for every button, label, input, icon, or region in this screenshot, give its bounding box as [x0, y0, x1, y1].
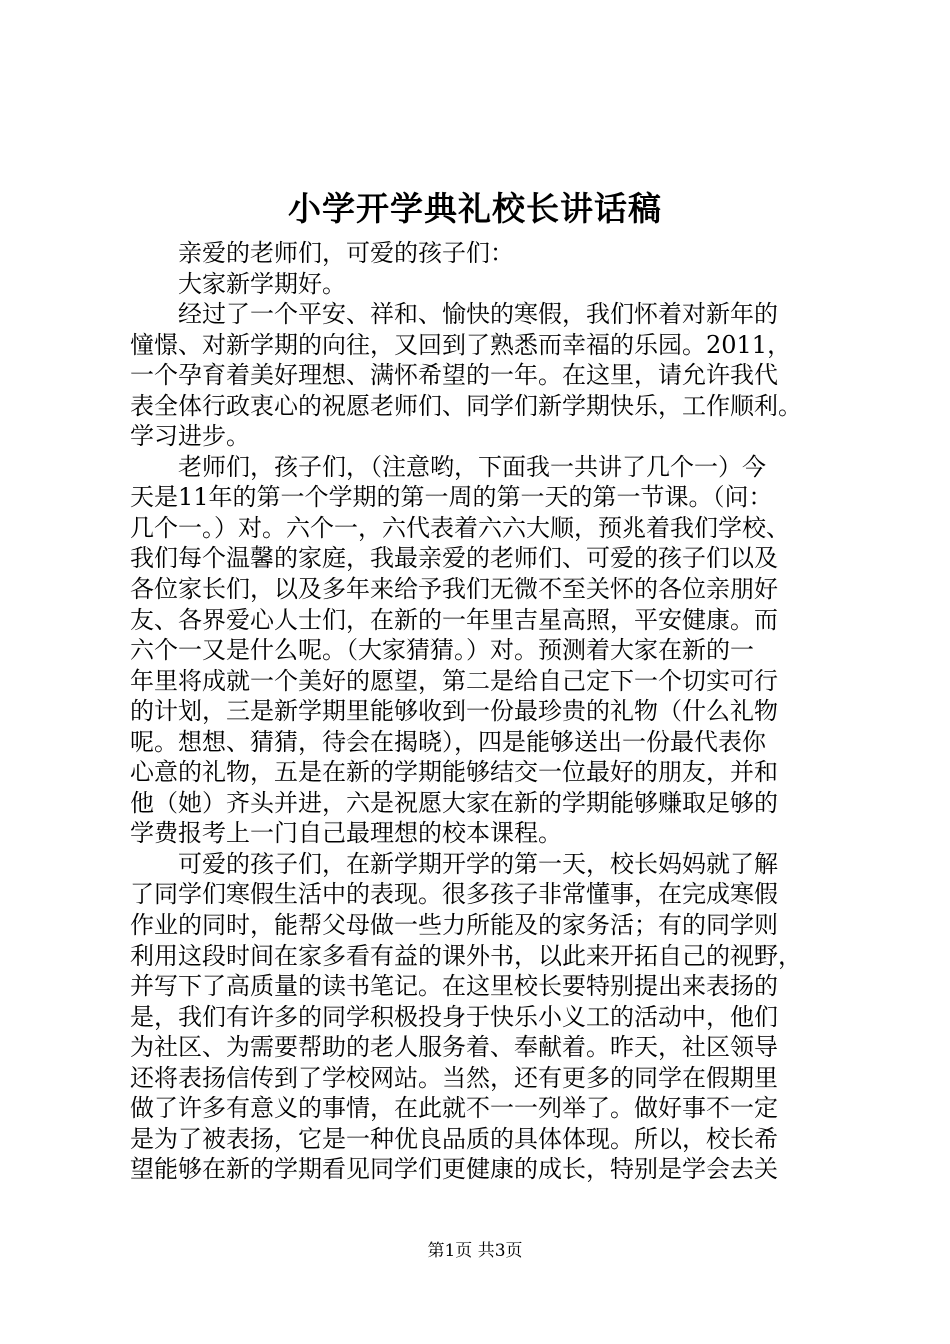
text-line: 并写下了高质量的读书笔记。在这里校长要特别提出来表扬的	[130, 972, 778, 1001]
document-body	[130, 238, 830, 1185]
text-line: 几个一。）对。六个一，六代表着六六大顺，预兆着我们学校、	[130, 513, 790, 542]
text-line: 了同学们寒假生活中的表现。很多孩子非常懂事，在完成寒假	[130, 880, 778, 909]
text-line: 我们每个温馨的家庭，我最亲爱的老师们、可爱的孩子们以及	[130, 544, 778, 573]
text-line: 一个孕育着美好理想、满怀希望的一年。在这里，请允许我代	[130, 361, 778, 390]
text-line: 的计划，三是新学期里能够收到一份最珍贵的礼物（什么礼物	[130, 697, 778, 726]
text-line: 是为了被表扬，它是一种优良品质的具体体现。所以，校长希	[130, 1124, 778, 1153]
text-line: 望能够在新的学期看见同学们更健康的成长，特别是学会去关	[130, 1155, 778, 1184]
text-line: 为社区、为需要帮助的老人服务着、奉献着。昨天，社区领导	[130, 1033, 778, 1062]
text-line: 做了许多有意义的事情，在此就不一一列举了。做好事不一定	[130, 1094, 778, 1123]
text-line: 是，我们有许多的同学积极投身于快乐小义工的活动中，他们	[130, 1002, 778, 1031]
text-line: 作业的同时，能帮父母做一些力所能及的家务活；有的同学则	[130, 911, 778, 940]
text-line: 经过了一个平安、祥和、愉快的寒假，我们怀着对新年的	[178, 300, 778, 329]
text-line: 利用这段时间在家多看有益的课外书，以此来开拓自己的视野，	[130, 941, 802, 970]
text-line: 呢。想想、猜猜，待会在揭晓），四是能够送出一份最代表你	[130, 727, 766, 756]
text-line: 年里将成就一个美好的愿望，第二是给自己定下一个切实可行	[130, 666, 778, 695]
text-line: 心意的礼物，五是在新的学期能够结交一位最好的朋友，并和	[130, 758, 778, 787]
text-line: 还将表扬信传到了学校网站。当然，还有更多的同学在假期里	[130, 1063, 778, 1092]
text-line: 大家新学期好。	[178, 269, 346, 298]
text-line: 各位家长们，以及多年来给予我们无微不至关怀的各位亲朋好	[130, 575, 778, 604]
text-line: 学费报考上一门自己最理想的校本课程。	[130, 819, 562, 848]
text-line: 老师们，孩子们，（注意哟，下面我一共讲了几个一）今	[178, 452, 766, 481]
text-line: 学习进步。	[130, 422, 250, 451]
text-line: 友、各界爱心人士们，在新的一年里吉星高照，平安健康。而	[130, 605, 778, 634]
text-line: 天是11年的第一个学期的第一周的第一天的第一节课。（问：	[130, 483, 773, 512]
text-line: 他（她）齐头并进，六是祝愿大家在新的学期能够赚取足够的	[130, 788, 778, 817]
text-line: 亲爱的老师们，可爱的孩子们：	[178, 239, 514, 267]
page-footer: 第1页 共3页	[427, 1241, 523, 1261]
text-line: 可爱的孩子们，在新学期开学的第一天，校长妈妈就了解	[178, 849, 778, 878]
text-line: 憧憬、对新学期的向往，又回到了熟悉而幸福的乐园。2011，	[130, 330, 792, 359]
document-title: 小学开学典礼校长讲话稿	[288, 189, 662, 228]
text-line: 表全体行政衷心的祝愿老师们、同学们新学期快乐，工作顺利。	[130, 391, 802, 420]
text-line: 六个一又是什么呢。（大家猜猜。）对。预测着大家在新的一	[130, 636, 754, 665]
